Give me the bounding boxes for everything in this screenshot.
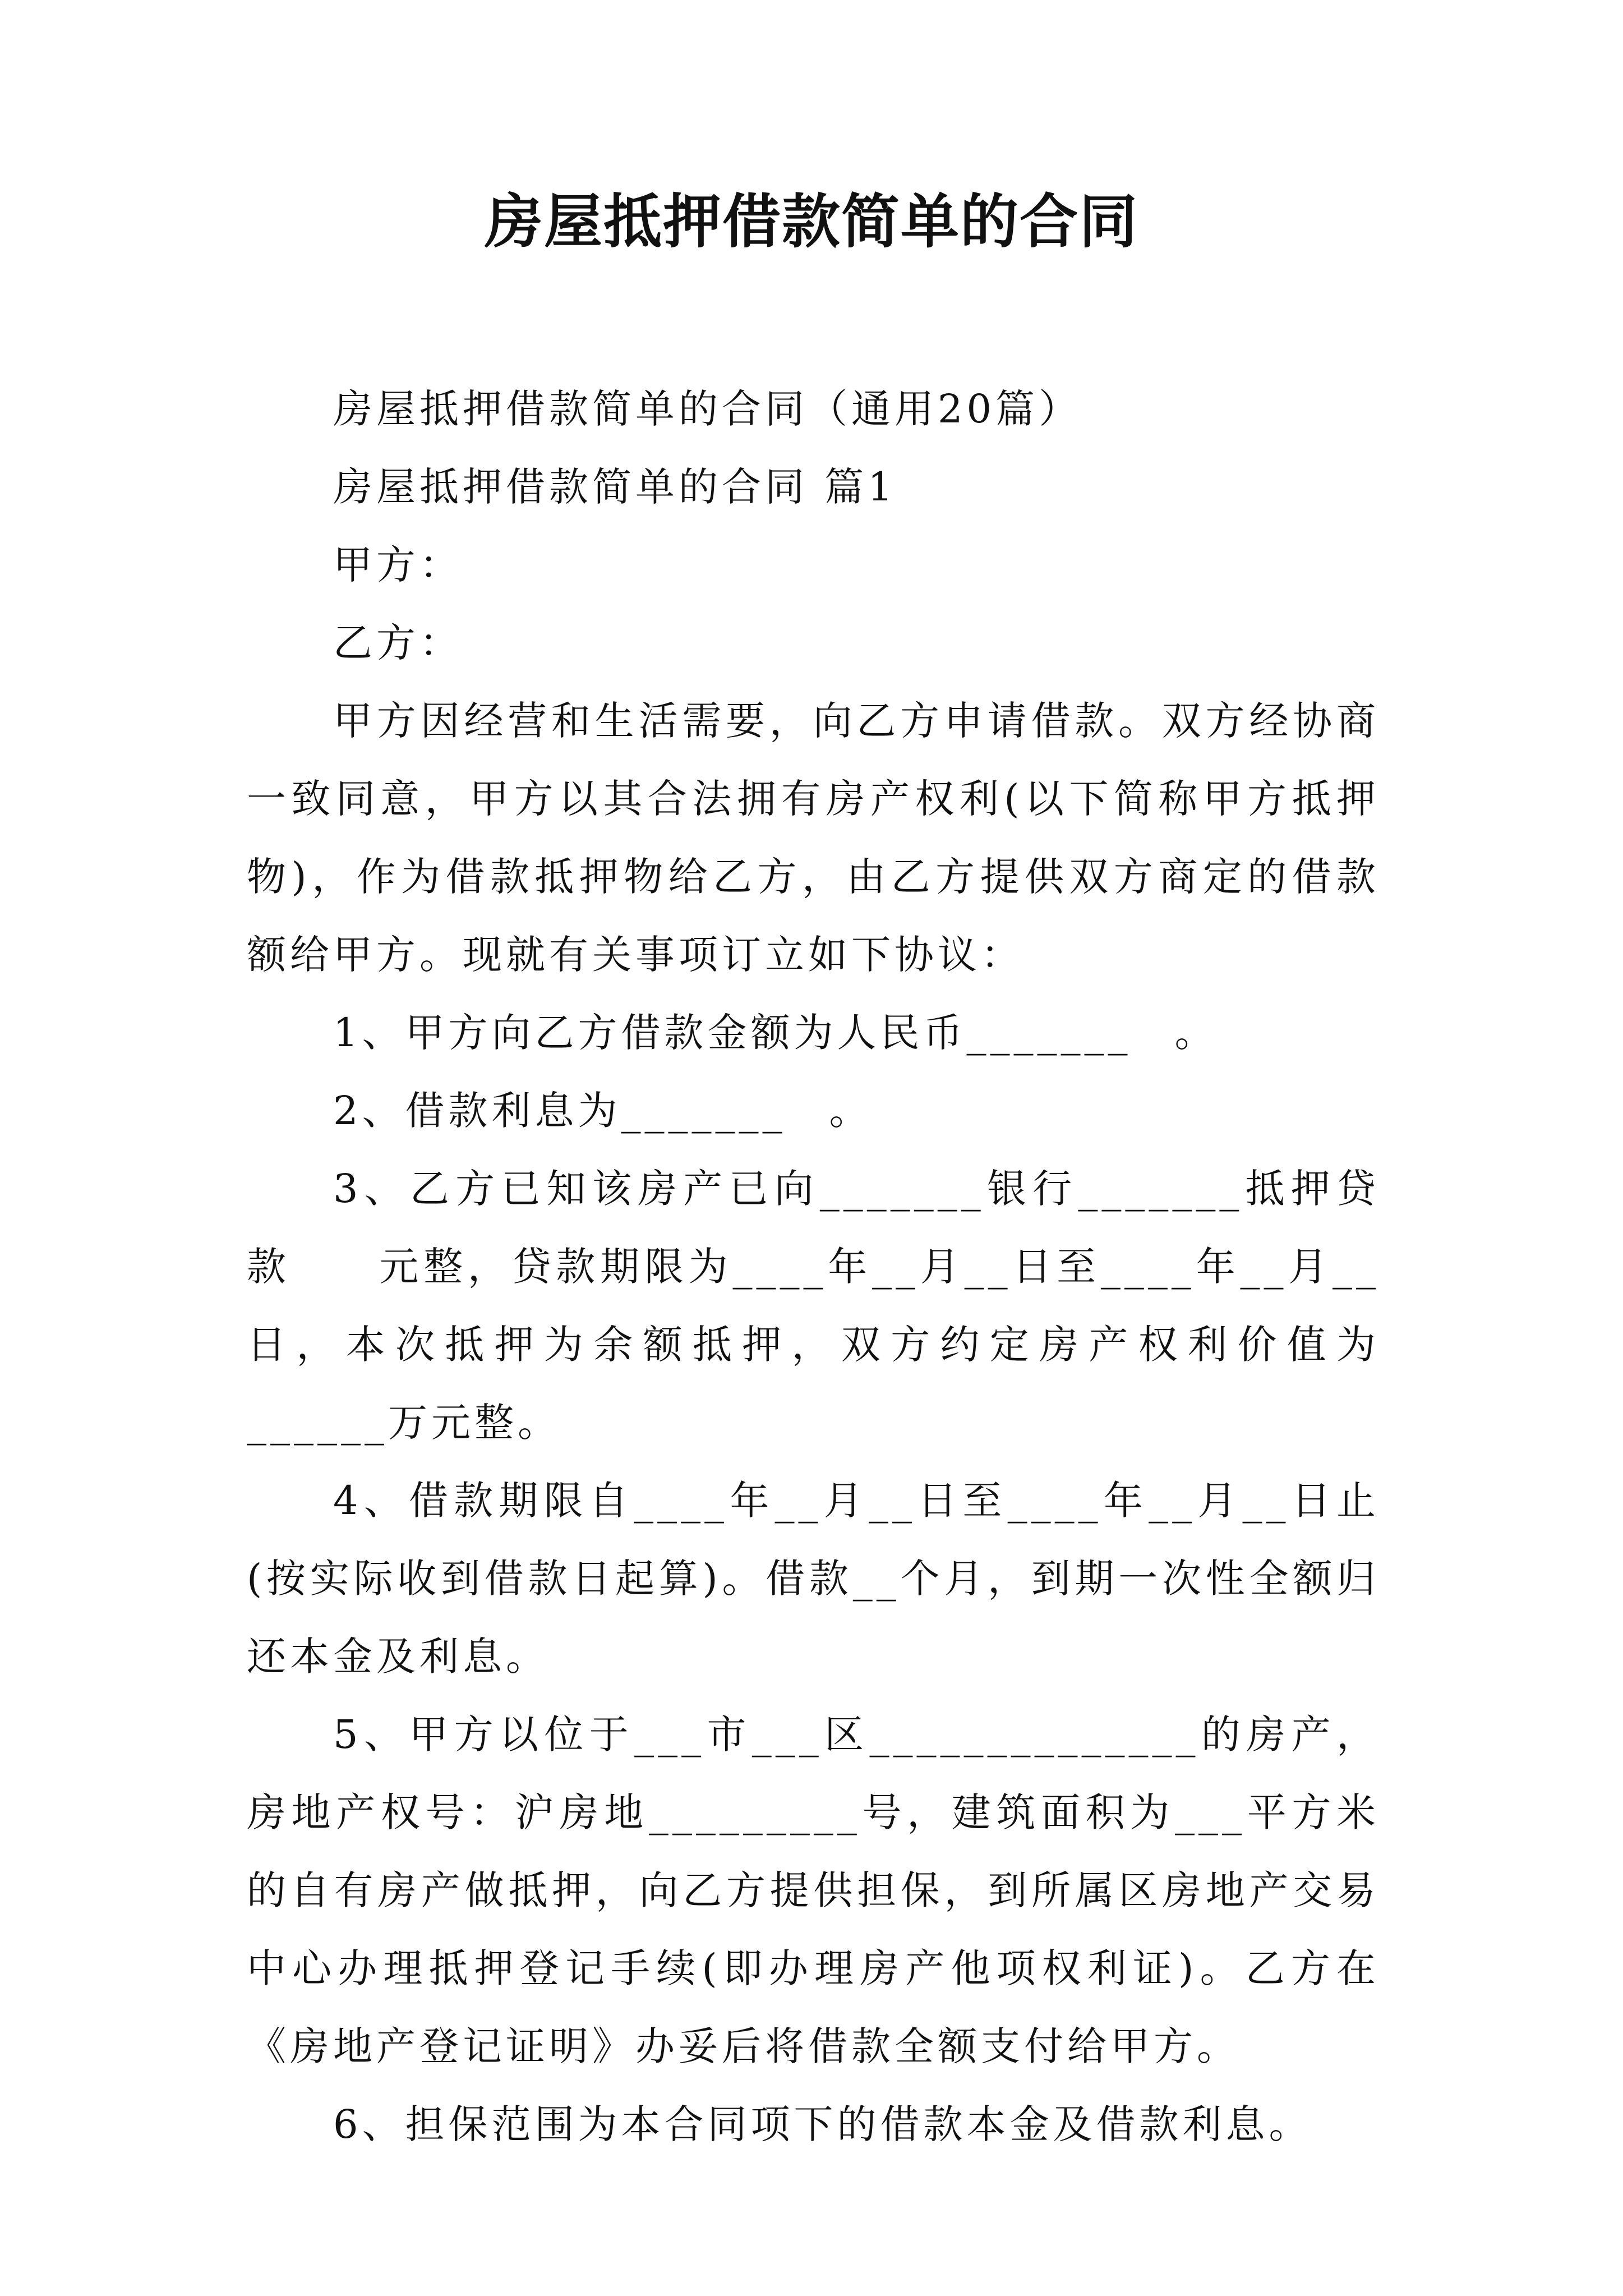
clause-2: 2、借款利息为_______ 。 — [333, 1088, 873, 1134]
document-title: 房屋抵押借款简单的合同 — [484, 187, 1138, 256]
intro-paragraph: 甲方因经营和生活需要，向乙方申请借款。双方经协商一致同意，甲方以其合法拥有房产权利(以下简称甲方抵押物)，作为借款抵押物给乙方，由乙方提供双方商定的借款额给甲方。现就有关事项订立如下协议： — [247, 698, 1380, 978]
clause-3: 3、乙方已知该房产已向_______银行_______抵押贷款 元整，贷款期限为____年__月__日至____年__月__日，本次抵押为余额抵押，双方约定房产权利价值为______万元整。 — [247, 1166, 1380, 1446]
party-b-line: 乙方： — [333, 620, 463, 666]
section-heading: 房屋抵押借款简单的合同 篇1 — [333, 464, 897, 510]
subtitle-paragraph: 房屋抵押借款简单的合同（通用20篇） — [333, 386, 1082, 432]
party-a-line: 甲方： — [333, 542, 463, 588]
document-body — [247, 370, 1380, 2164]
clause-5: 5、甲方以位于___市___区______________的房产，房地产权号：沪房地_________号，建筑面积为___平方米的自有房产做抵押，向乙方提供担保，到所属区房地产交易中心办理抵押登记手续(即办理房产他项权利证)。乙方在《房地产登记证明》办妥后将借款全额支付给甲方。 — [247, 1711, 1380, 2069]
clause-1: 1、甲方向乙方借款金额为人民币_______ 。 — [333, 1010, 1218, 1056]
clause-6: 6、担保范围为本合同项下的借款本金及借款利息。 — [333, 2101, 1312, 2147]
clause-4: 4、借款期限自____年__月__日至____年__月__日止(按实际收到借款日起算)。借款__个月，到期一次性全额归还本金及利息。 — [247, 1478, 1380, 1680]
